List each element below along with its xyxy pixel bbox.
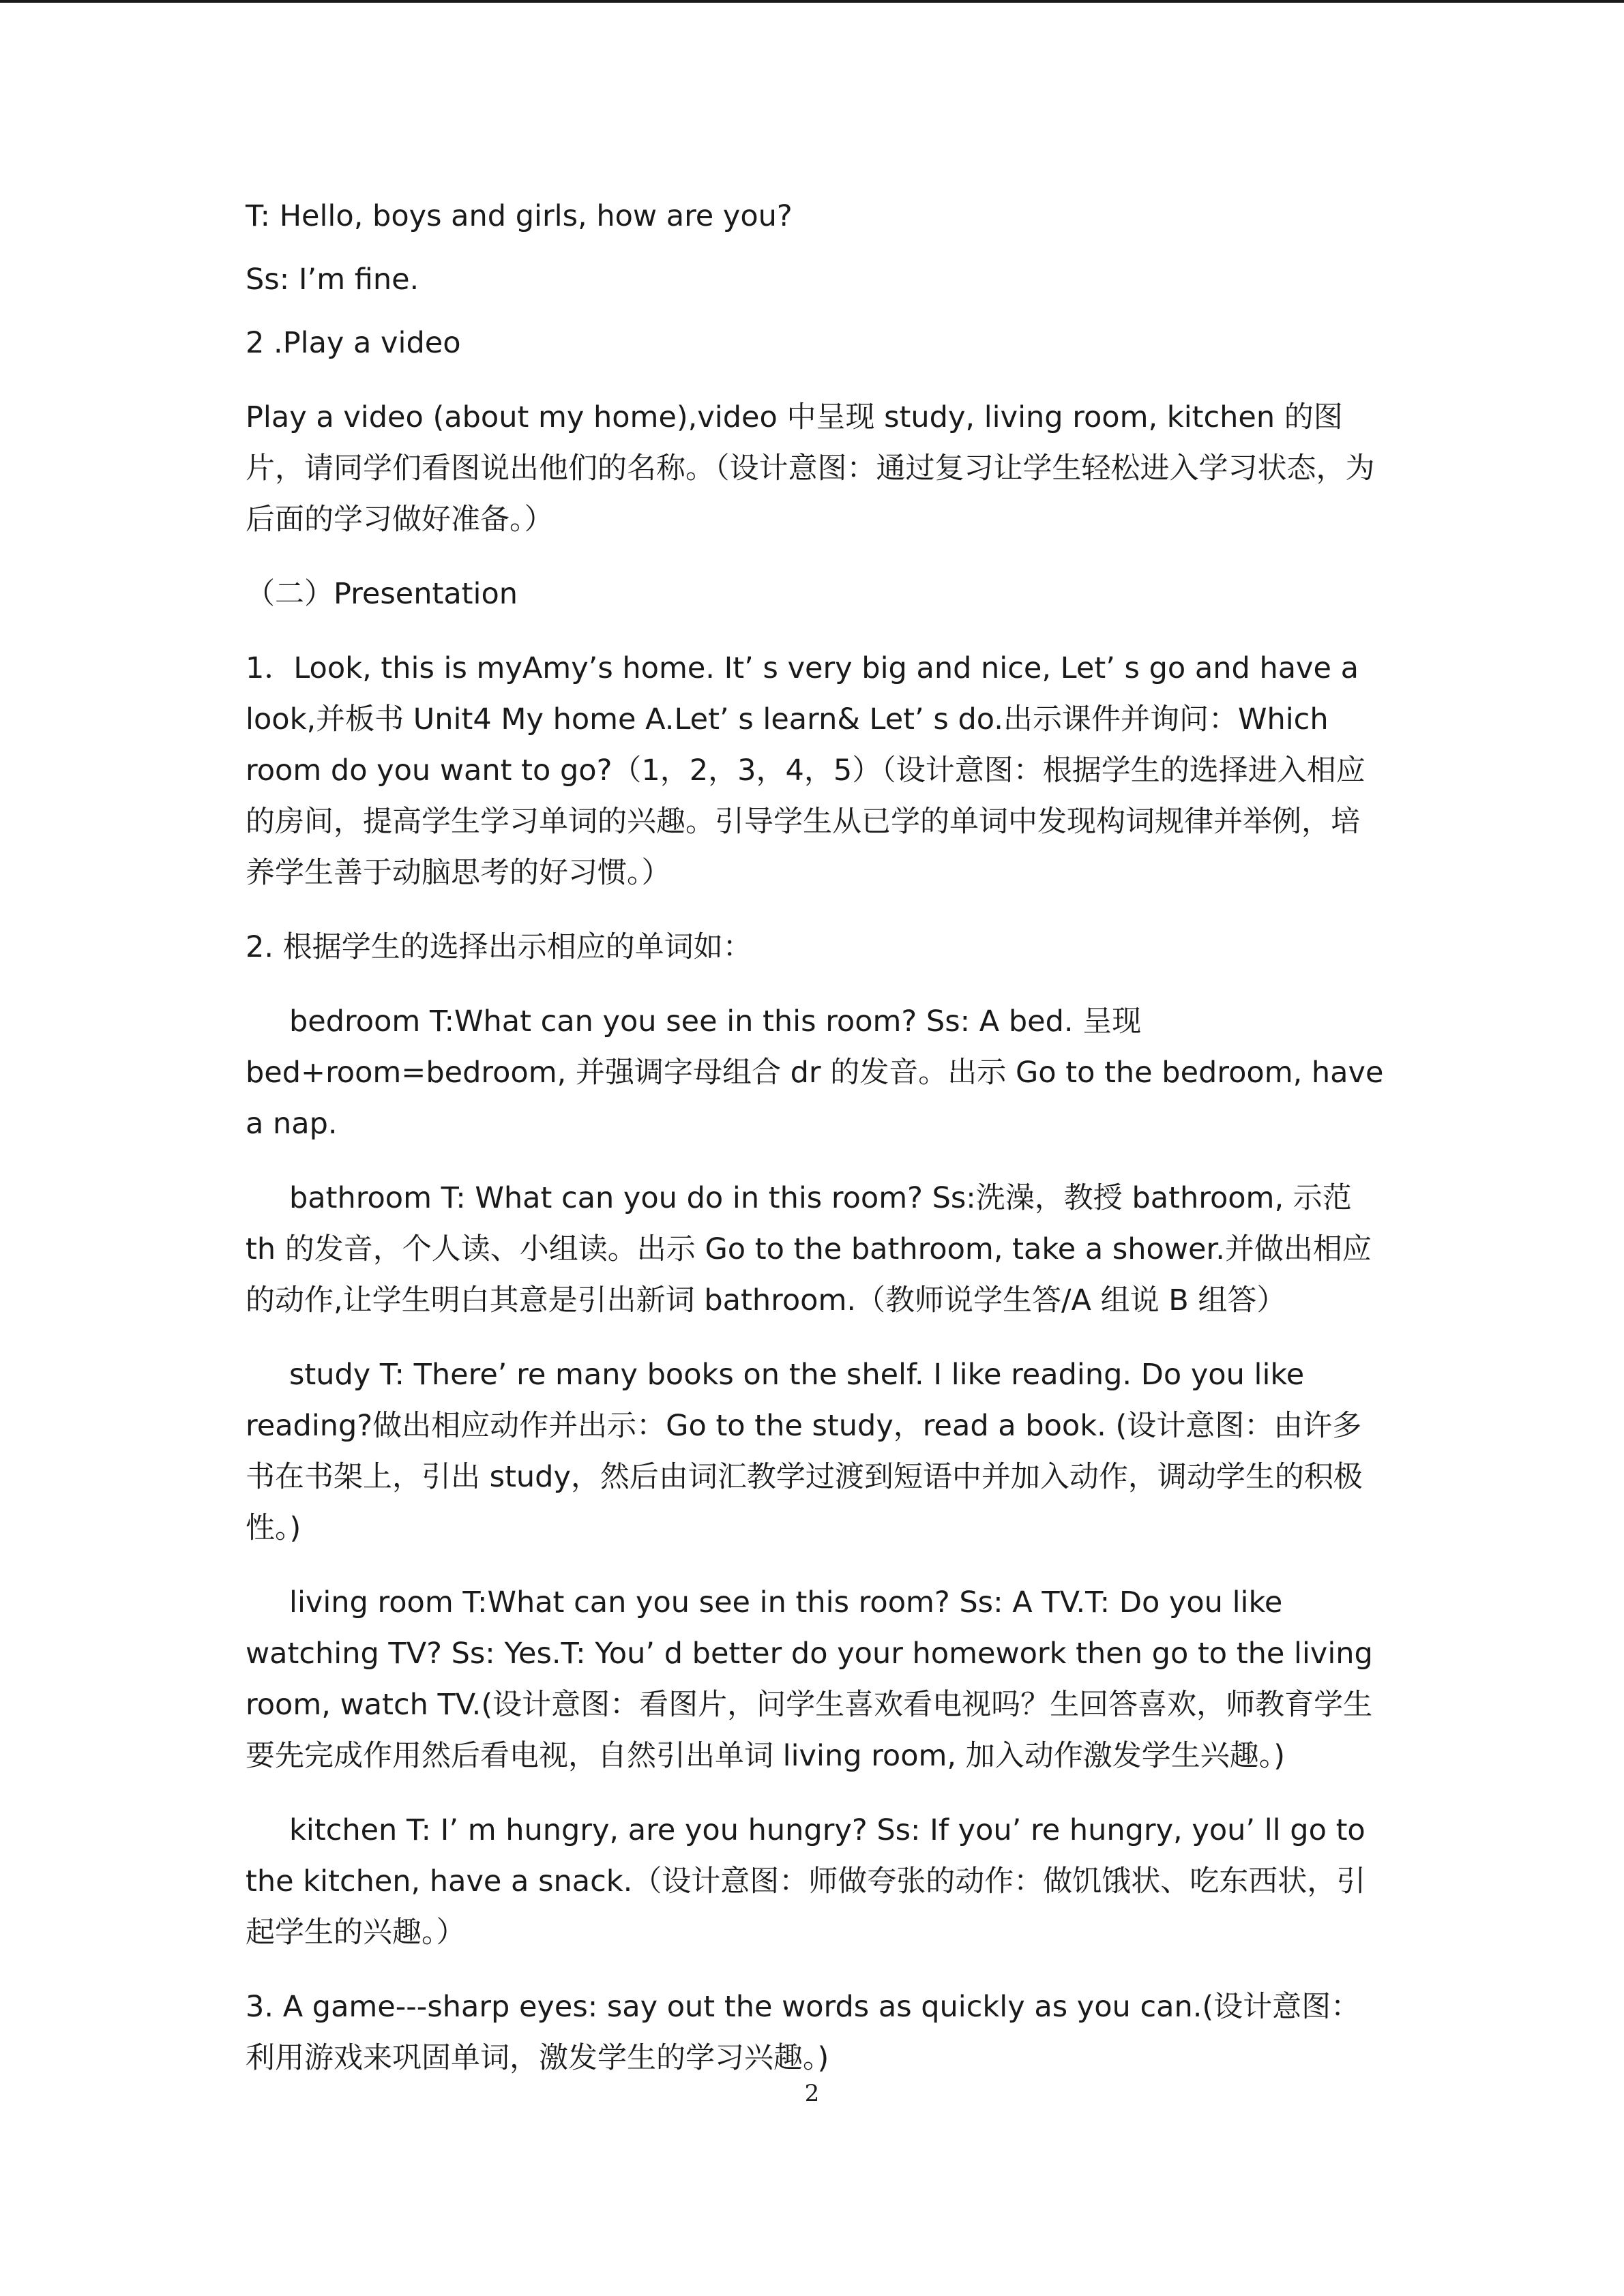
page-number: 2 <box>804 2080 820 2107</box>
paragraph-look-amys-home: 1．Look, this is myAmy’s home. It’ s very big and nice, Let’ s go and have a look,并板书 Unit4 My home A.Let’ s learn& Let’ s do.出示课件并询问：Which room do you want to go?（1，2，3，4，5）（设计意图：根据学生的选择进入相应的房间，提高学生学习单词的兴趣。引导学生从已学的单词中发现构词规律并举例，培养学生善于动脑思考的好习惯。） <box>246 651 1365 890</box>
section-heading-presentation: （二）Presentation <box>246 577 518 611</box>
paragraph-play-video: Play a video (about my home),video 中呈现 study, living room, kitchen 的图片，请同学们看图说出他们的名称。（设计意图：通过复习让学生轻松进入学习状态，为后面的学习做好准备。） <box>246 400 1375 537</box>
document-page-body <box>246 191 1385 2084</box>
paragraph-bedroom: bedroom T:What can you see in this room? Ss: A bed. 呈现 bed+room=bedroom, 并强调字母组合 dr 的发音。出示 Go to the bedroom, have a nap. <box>246 1004 1384 1141</box>
page-top-border <box>0 0 1624 3</box>
paragraph-study: study T: There’ re many books on the shelf. I like reading. Do you like reading?做出相应动作并出示：Go to the study，read a book. (设计意图：由许多书在书架上，引出 study，然后由词汇教学过渡到短语中并加入动作，调动学生的积极性。) <box>246 1358 1363 1545</box>
dialogue-greeting-line: T: Hello, boys and girls, how are you? <box>246 199 793 233</box>
paragraph-kitchen: kitchen T: I’ m hungry, are you hungry? Ss: If you’ re hungry, you’ ll go to the kitchen, have a snack.（设计意图：师做夸张的动作：做饥饿状、吃东西状，引起学生的兴趣。） <box>246 1813 1366 1950</box>
paragraph-word-selection: 2. 根据学生的选择出示相应的单词如： <box>246 930 752 964</box>
step-heading-play-video: 2 .Play a video <box>246 326 461 360</box>
paragraph-bathroom: bathroom T: What can you do in this room? Ss:洗澡，教授 bathroom, 示范 th 的发音，个人读、小组读。出示 Go to the bathroom, take a shower.并做出相应的动作,让学生明白其意是引出新词 bathroom.（教师说学生答/A 组说 B 组答） <box>246 1181 1372 1317</box>
paragraph-living-room: living room T:What can you see in this room? Ss: A TV.T: Do you like watching TV? Ss: Yes.T: You’ d better do your homework then go to the living room, watch TV.(设计意图：看图片，问学生喜欢看电视吗？生回答喜欢，师教育学生要先完成作用然后看电视，自然引出单词 living room, 加入动作激发学生兴趣。) <box>246 1585 1373 1773</box>
paragraph-sharp-eyes-game: 3. A game---sharp eyes: say out the words as quickly as you can.(设计意图：利用游戏来巩固单词，激发学生的学习兴趣。) <box>246 1990 1361 2075</box>
dialogue-response-line: Ss: I’m fine. <box>246 263 419 297</box>
